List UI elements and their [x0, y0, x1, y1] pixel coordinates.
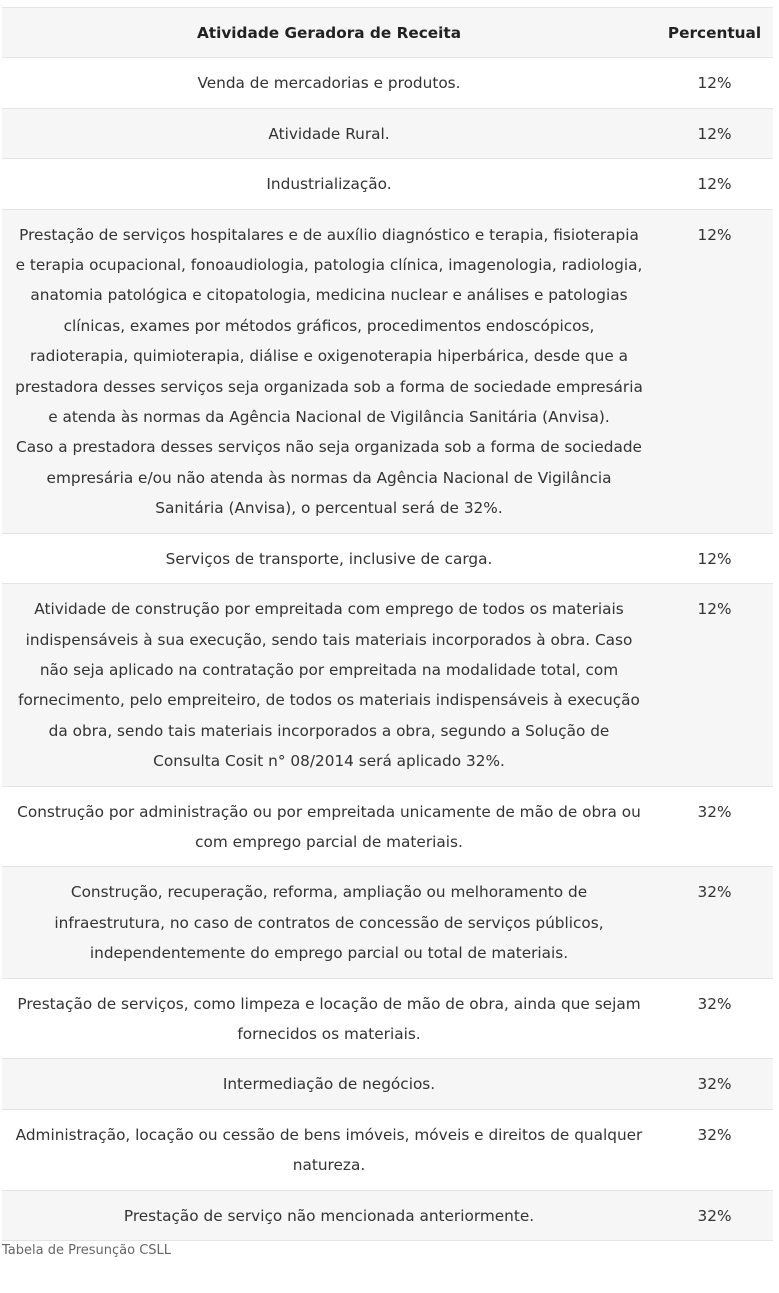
activity-text: Prestação de serviços, como limpeza e locação de mão de obra, ainda que sejam fornecidos os materiais. [17, 994, 641, 1043]
activity-cell [2, 584, 656, 786]
activity-cell [2, 159, 656, 209]
activity-text: Industrialização. [266, 175, 392, 194]
percent-cell: 12% [656, 533, 773, 583]
percent-cell: 32% [656, 1059, 773, 1109]
percent-cell: 12% [656, 209, 773, 533]
percent-cell: 32% [656, 978, 773, 1059]
activity-text: Prestação de serviços hospitalares e de auxílio diagnóstico e terapia, fisioterapia e terapia ocupacional, fonoaudiologia, patologia clínica, imagenologia, radiologia, anatomia patológica e citopatologia, medicina nuclear e análises e patologias clínicas, exames por métodos gráficos, procedimentos endoscópicos, radioterapia, quimioterapia, diálise e oxigenoterapia hiperbárica, desde que a prestadora desses serviços seja organizada sob a forma de sociedade empresária e atenda às normas da Agência Nacional de Vigilância Sanitária (Anvisa). [15, 225, 643, 427]
table-row [2, 108, 773, 158]
table-row [2, 209, 773, 533]
activity-text: Atividade Rural. [268, 124, 390, 143]
percent-cell: 32% [656, 1190, 773, 1240]
activity-text: Atividade de construção por empreitada com emprego de todos os materiais indispensáveis à sua execução, sendo tais materiais incorporados à obra. Caso não seja aplicado na contratação por empreitada na modalidade total, com fornecimento, pelo empreiteiro, de todos os materiais indispensáveis à execução da obra, sendo tais materiais incorporados a obra, segundo a Solução de Consulta Cosit n° 08/2014 será aplicado 32%. [18, 600, 640, 771]
activity-cell [2, 209, 656, 533]
activity-cell [2, 867, 656, 978]
table-body [2, 58, 773, 1241]
table-header-row [2, 8, 773, 58]
activity-cell [2, 1109, 656, 1190]
table-row [2, 1109, 773, 1190]
table-caption: Tabela de Presunção CSLL [2, 1243, 172, 1258]
table-row [2, 867, 773, 978]
activity-cell [2, 108, 656, 158]
table-row [2, 786, 773, 867]
activity-cell [2, 978, 656, 1059]
activity-text: Intermediação de negócios. [222, 1075, 436, 1094]
activity-cell [2, 1190, 656, 1240]
percent-cell: 12% [656, 159, 773, 209]
activity-text: Venda de mercadorias e produtos. [197, 74, 461, 93]
csll-presumption-table [2, 7, 773, 1241]
activity-text: Caso a prestadora desses serviços não seja organizada sob a forma de sociedade empresária e/ou não atenda às normas da Agência Nacional de Vigilância Sanitária (Anvisa), o percentual será de 32%. [16, 438, 642, 518]
activity-text: Construção, recuperação, reforma, ampliação ou melhoramento de infraestrutura, no caso de contratos de concessão de serviços públicos, independentemente do emprego parcial ou total de materiais. [54, 883, 604, 963]
activity-cell [2, 1059, 656, 1109]
table-row [2, 978, 773, 1059]
activity-text: Prestação de serviço não mencionada anteriormente. [123, 1206, 535, 1225]
percent-cell: 32% [656, 1109, 773, 1190]
header-activity: Atividade Geradora de Receita [2, 8, 656, 58]
table-row [2, 58, 773, 108]
table-row [2, 1059, 773, 1109]
percent-cell: 32% [656, 867, 773, 978]
activity-cell [2, 786, 656, 867]
activity-text: Serviços de transporte, inclusive de carga. [165, 549, 493, 568]
table-row [2, 533, 773, 583]
table-row [2, 584, 773, 786]
percent-cell: 32% [656, 786, 773, 867]
percent-cell: 12% [656, 584, 773, 786]
activity-text: Administração, locação ou cessão de bens imóveis, móveis e direitos de qualquer natureza. [15, 1125, 643, 1175]
percent-cell: 12% [656, 58, 773, 108]
table-row [2, 159, 773, 209]
activity-text: Construção por administração ou por empreitada unicamente de mão de obra ou com emprego parcial de materiais. [17, 802, 641, 851]
percent-cell: 12% [656, 108, 773, 158]
activity-cell [2, 58, 656, 108]
header-percent: Percentual [656, 8, 773, 58]
table-row [2, 1190, 773, 1240]
activity-cell [2, 533, 656, 583]
